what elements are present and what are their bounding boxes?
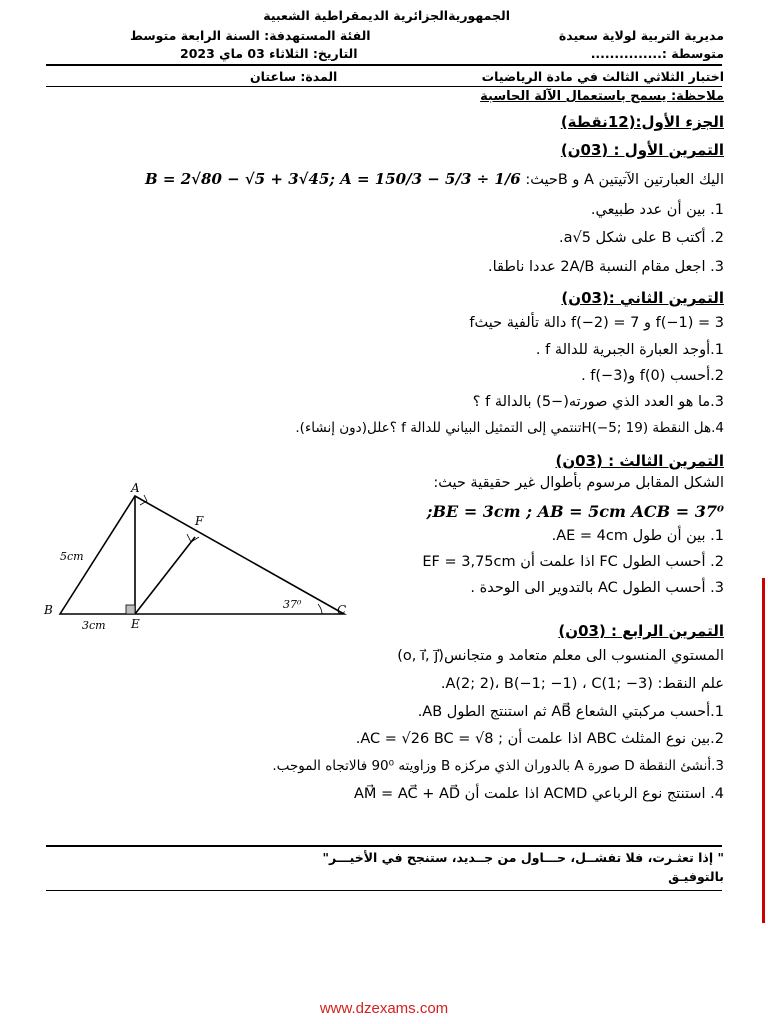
right-angle-f — [187, 534, 199, 542]
exam-divider — [46, 86, 722, 87]
header-divider — [46, 64, 722, 66]
ex1-intro: اليك العبارتين الآتيتين A و Bحيث: — [525, 172, 724, 188]
ex3-data: BE = 3cm ; AB = 5cm ACB = 37⁰; — [426, 502, 724, 521]
directorate-label: مديرية التربية لولاية سعيدة — [558, 28, 724, 43]
ex4-q1: 1.أحسب مركبتي الشعاع AB⃗ ثم استنتج الطول AB. — [417, 704, 724, 720]
date-label: التاريخ: الثلاثاء 03 ماي 2023 — [180, 46, 358, 61]
ex3-q1: 1. بين أن طول AE = 4cm. — [551, 528, 724, 544]
ex4-q4: 4. استنتج نوع الرباعي ACMD اذا علمت أن AM⃗ = AC⃗ + AD⃗ — [354, 786, 724, 802]
label-be-length: 3cm — [82, 619, 106, 632]
ex2-q1: 1.أوجد العبارة الجبرية للدالة f . — [535, 342, 724, 358]
right-angle-e — [126, 605, 135, 614]
ex3-title: التمرين الثالث : (03ن) — [555, 452, 724, 470]
ex3-intro: الشكل المقابل مرسوم بأطوال غير حقيقية حيث: — [433, 475, 724, 491]
part1-title: الجزء الأول:(12نقطة) — [560, 113, 724, 131]
angle-arc-c — [318, 604, 322, 614]
label-angle-c: 37⁰ — [283, 598, 302, 611]
note-label: ملاحظة: يسمح باستعمال الآلة الحاسبة — [480, 89, 724, 104]
ex1-q3: 3. اجعل مقام النسبة 2A/B عددا ناطقا. — [488, 259, 724, 275]
ex3-q3: 3. أحسب الطول AC بالتدوير الى الوحدة . — [470, 580, 724, 596]
republic-title: الجمهوريةالجزائرية الديمقراطية الشعبية — [263, 8, 510, 23]
ex1-intro-line — [64, 170, 724, 188]
ex4-intro: المستوي المنسوب الى معلم متعامد و متجانس(o, i⃗, j⃗) — [397, 648, 724, 664]
label-b: B — [44, 603, 53, 617]
ex4-q3: 3.أنشئ النقطة D صورة A بالدوران الذي مركزه B وزاويته 90⁰ فالاتجاه الموجب. — [272, 758, 724, 774]
label-e: E — [131, 617, 140, 631]
ex1-title: التمرين الأول : (03ن) — [560, 141, 724, 159]
ex4-q2: 2.بين نوع المثلث ABC اذا علمت أن ; AC = √26 BC = √8. — [355, 731, 724, 747]
ex2-q4: 4.هل النقطة H(−5; 19)تنتمي إلى التمثيل البياني للدالة f ؟علل(دون إنشاء). — [295, 420, 724, 436]
footer-bottom-line — [46, 890, 722, 891]
watermark: www.dzexams.com — [319, 1000, 449, 1017]
label-c: C — [337, 603, 347, 617]
footer-quote: " إذا تعثـرت، فلا تفشــل، حـــاول من جــديد، ستنجح في الأخيـــر" — [322, 850, 724, 865]
ex4-title: التمرين الرابع : (03ن) — [558, 622, 724, 640]
segment-ef — [135, 537, 195, 614]
ex2-q3: 3.ما هو العدد الذي صورته(−5) بالدالة f ؟ — [472, 394, 724, 410]
ex2-intro: fدالة تألفية حيث f(−2) = 7 و f(−1) = 3 — [469, 315, 724, 331]
ex2-q2: 2.أحسب f(0) وf(−3) . — [581, 368, 724, 384]
label-a: A — [131, 481, 140, 495]
level-label: الفئة المستهدفة: السنة الرابعة متوسط — [130, 28, 371, 43]
exam-title: اختبار الثلاثي الثالث في مادة الرياضيات — [481, 69, 724, 84]
school-label: متوسطة :............... — [590, 46, 724, 61]
ex2-title: التمرين الثاني :(03ن) — [561, 289, 724, 307]
ex1-q2: 2. أكتب B على شكل a√5. — [558, 230, 724, 246]
ex1-expression: B = 2√80 − √5 + 3√45; A = 150/3 − 5/3 ÷ 1/6 — [145, 170, 521, 188]
label-ab-length: 5cm — [60, 550, 84, 563]
ex1-q1: 1. بين أن عدد طبيعي. — [590, 202, 724, 218]
footer-wish: بالتوفيـق — [668, 869, 724, 884]
ex4-points: علم النقط: A(2; 2)، B(−1; −1) ، C(1; −3). — [440, 676, 724, 692]
duration-label: المدة: ساعتان — [250, 69, 338, 84]
margin-red-bar — [762, 578, 765, 923]
ex3-q2: 2. أحسب الطول FC اذا علمت أن EF = 3,75cm — [422, 554, 724, 570]
footer-divider — [46, 845, 722, 847]
label-f: F — [195, 514, 204, 528]
triangle-figure — [36, 478, 366, 638]
